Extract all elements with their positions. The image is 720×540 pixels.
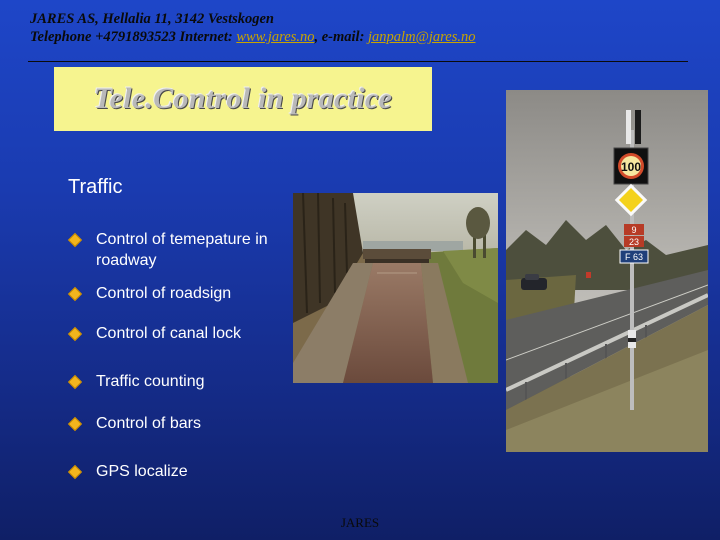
- road-sign-photo: [506, 90, 708, 452]
- bullet-text: Traffic counting: [96, 373, 205, 390]
- company-contact: [30, 28, 476, 46]
- bullet-diamond-icon: [68, 233, 82, 247]
- bullet-item: [70, 229, 280, 271]
- bullet-diamond-icon: [68, 327, 82, 341]
- bullet-diamond-icon: [68, 417, 82, 431]
- plate-top-text: 9: [631, 225, 637, 235]
- title-box: [54, 67, 432, 131]
- section-heading: Traffic: [68, 176, 123, 198]
- plate-mid-text: 23: [628, 237, 640, 247]
- canal-lock-photo: [293, 193, 498, 383]
- bullet-text: Control of temepature in roadway: [96, 231, 268, 269]
- bullet-diamond-icon: [68, 287, 82, 301]
- bullet-item: [70, 323, 241, 344]
- bullet-diamond-icon: [68, 465, 82, 479]
- telephone-text: Telephone +4791893523 Internet:: [30, 29, 237, 45]
- bullet-item: [70, 413, 201, 434]
- bullet-text: GPS localize: [96, 463, 188, 480]
- plate-bottom-text: F 63: [624, 252, 644, 262]
- footer-label: JARES: [340, 515, 380, 530]
- bullet-text: Control of canal lock: [96, 325, 241, 342]
- bullet-item: [70, 371, 205, 392]
- bullet-diamond-icon: [68, 375, 82, 389]
- bullet-text: Control of roadsign: [96, 285, 232, 302]
- email-label: , e-mail:: [314, 29, 369, 45]
- bullet-item: [70, 461, 188, 482]
- email-link[interactable]: janpalm@jares.no: [368, 29, 476, 45]
- slide-title: Tele.Control in practice: [93, 82, 393, 115]
- header-divider: [28, 61, 688, 62]
- website-link[interactable]: www.jares.no: [236, 29, 315, 45]
- company-header: [30, 10, 476, 46]
- bullet-text: Control of bars: [96, 415, 201, 432]
- speed-limit-text: 100: [620, 160, 642, 174]
- bullet-item: [70, 283, 231, 304]
- company-address: JARES AS, Hellalia 11, 3142 Vestskogen: [30, 11, 274, 27]
